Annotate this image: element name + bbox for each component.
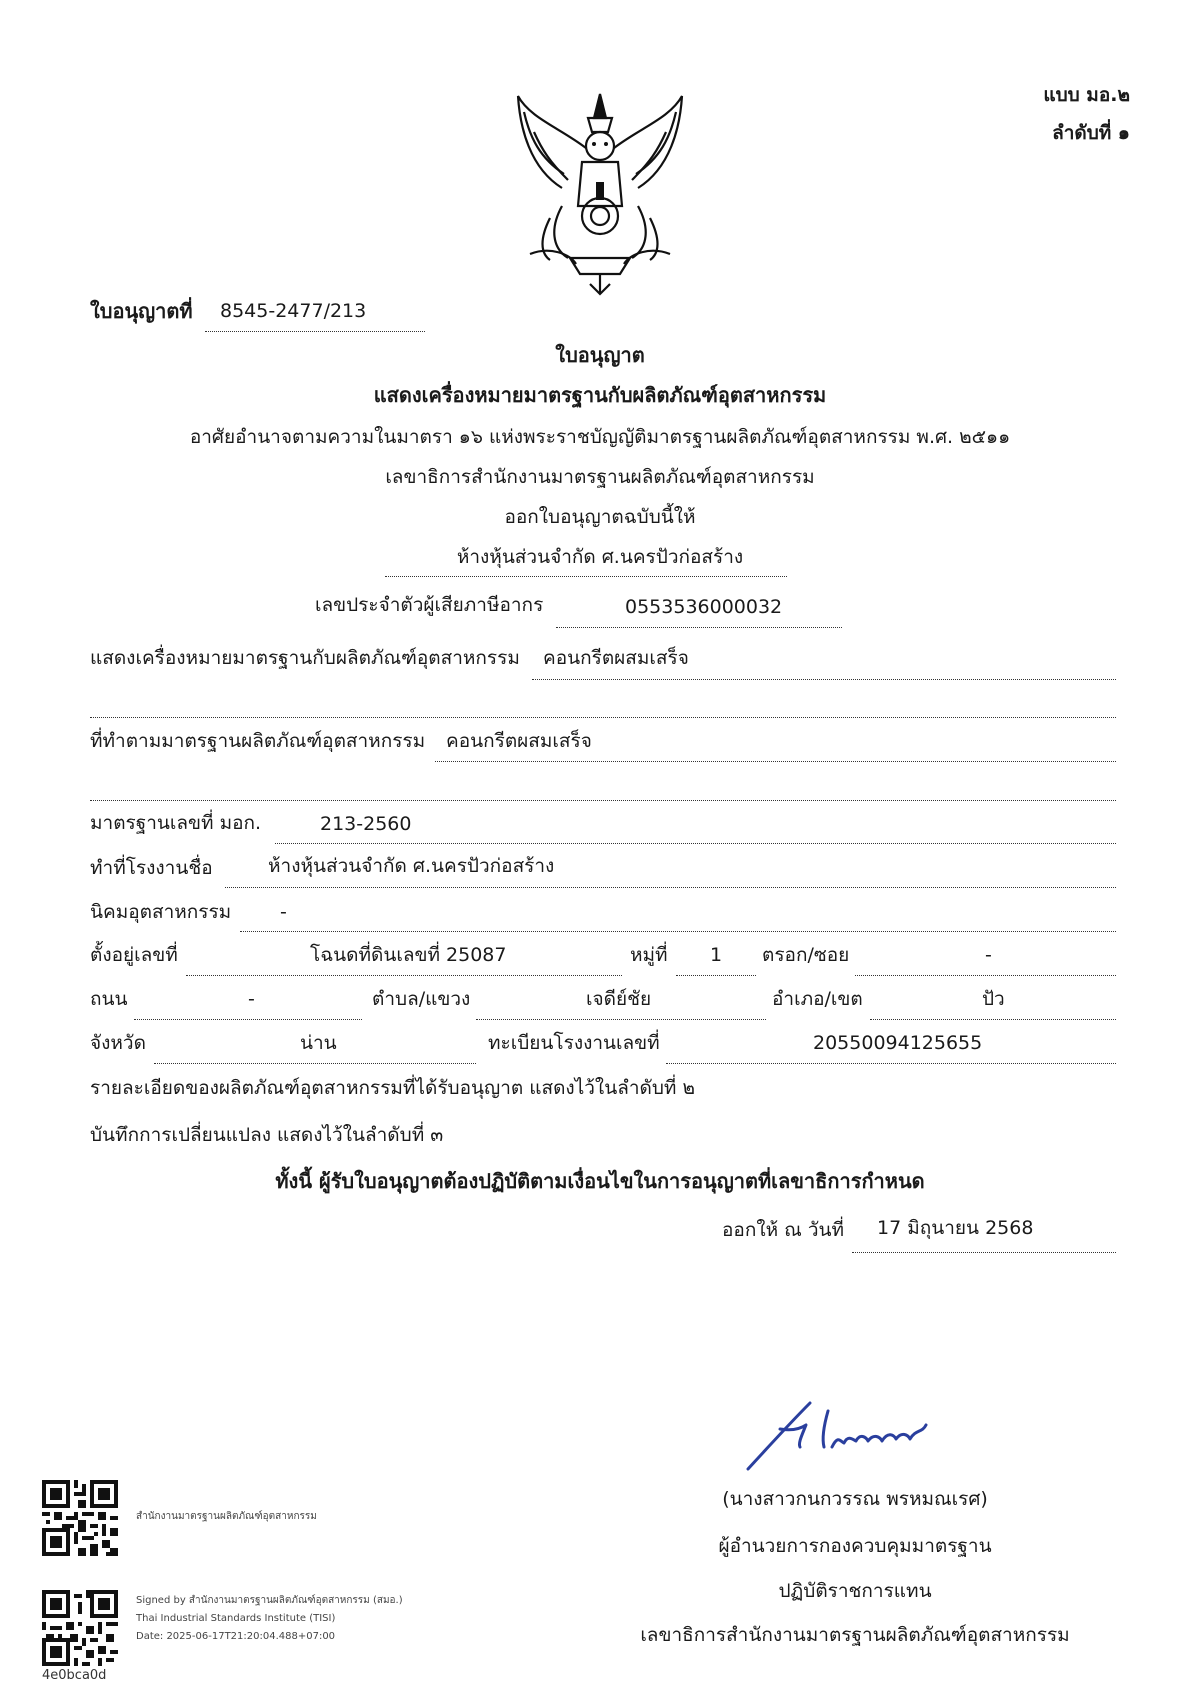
- subdistrict-line: [476, 1019, 766, 1020]
- industrial-estate-label: นิคมอุตสาหกรรม: [90, 901, 232, 923]
- qr-code-icon: [42, 1480, 118, 1556]
- mark-display-label: แสดงเครื่องหมายมาตรฐานกับผลิตภัณฑ์อุตสาหกรรม: [90, 647, 520, 669]
- province-line: [154, 1063, 476, 1064]
- road-line: [134, 1019, 362, 1020]
- moo-line: [676, 975, 756, 976]
- signature-qr-code-icon: [42, 1590, 118, 1666]
- factory-reg-line: [666, 1063, 1116, 1064]
- taxpayer-value: 0553536000032: [625, 596, 783, 618]
- mark-display-value: คอนกรีตผสมเสร็จ: [543, 647, 689, 669]
- moo-label: หมู่ที่: [630, 944, 668, 966]
- factory-reg-value: 20550094125655: [813, 1032, 983, 1054]
- license-no-label: ใบอนุญาตที่: [90, 299, 193, 323]
- district-label: อำเภอ/เขต: [772, 988, 863, 1010]
- issue-date-value: 17 มิถุนายน 2568: [877, 1217, 1034, 1239]
- address-no-line: [186, 975, 622, 976]
- moo-value: 1: [710, 944, 723, 966]
- garuda-emblem-icon: [510, 88, 690, 298]
- province-value: น่าน: [300, 1032, 337, 1054]
- signatory-acting: ปฏิบัติราชการแทน: [778, 1580, 932, 1602]
- mark-display-line: [532, 679, 1116, 680]
- signatory-name: (นางสาวกนกวรรณ พรหมณเรศ): [722, 1488, 988, 1510]
- signatory-position: ผู้อำนวยการกองควบคุมมาตรฐาน: [718, 1535, 992, 1557]
- form-sequence: ลำดับที่ ๑: [1052, 122, 1130, 144]
- district-value: ปัว: [982, 988, 1005, 1010]
- standard-made-label: ที่ทำตามมาตรฐานผลิตภัณฑ์อุตสาหกรรม: [90, 730, 426, 752]
- address-no-value: โฉนดที่ดินเลขที่ 25087: [310, 944, 507, 966]
- changes-note: บันทึกการเปลี่ยนแปลง แสดงไว้ในลำดับที่ ๓: [90, 1124, 444, 1146]
- signatory-on-behalf: เลขาธิการสำนักงานมาตรฐานผลิตภัณฑ์อุตสาหกรรม: [640, 1624, 1070, 1646]
- standard-no-label: มาตรฐานเลขที่ มอก.: [90, 812, 262, 834]
- address-no-label: ตั้งอยู่เลขที่: [90, 944, 178, 966]
- authority-line: อาศัยอำนาจตามความในมาตรา ๑๖ แห่งพระราชบัญญัติมาตรฐานผลิตภัณฑ์อุตสาหกรรม พ.ศ. ๒๕๑๑: [189, 426, 1011, 448]
- licensee-name: ห้างหุ้นส่วนจำกัด ศ.นครปัวก่อสร้าง: [456, 546, 744, 568]
- issue-to-line: ออกใบอนุญาตฉบับนี้ให้: [504, 506, 696, 528]
- license-no-value: 8545-2477/213: [220, 300, 367, 322]
- standard-no-line: [275, 843, 1116, 844]
- footer-code: 4e0bca0d: [42, 1668, 107, 1683]
- standard-made-value: คอนกรีตผสมเสร็จ: [446, 730, 592, 752]
- issue-date-line: [852, 1252, 1116, 1253]
- soi-value: -: [985, 944, 992, 966]
- form-code: แบบ มอ.๒: [1043, 84, 1130, 106]
- signature-image: [740, 1395, 960, 1475]
- standard-made-line: [435, 761, 1116, 762]
- taxpayer-label: เลขประจำตัวผู้เสียภาษีอากร: [315, 594, 544, 616]
- industrial-estate-line: [240, 931, 1116, 932]
- licensee-line: [385, 576, 787, 577]
- soi-line: [855, 975, 1116, 976]
- subdistrict-label: ตำบล/แขวง: [372, 988, 471, 1010]
- soi-label: ตรอก/ซอย: [762, 944, 850, 966]
- mark-display-line-2: [90, 717, 1116, 718]
- factory-reg-label: ทะเบียนโรงงานเลขที่: [488, 1032, 660, 1054]
- road-label: ถนน: [90, 988, 128, 1010]
- condition-note: ทั้งนี้ ผู้รับใบอนุญาตต้องปฏิบัติตามเงื่อนไขในการอนุญาตที่เลขาธิการกำหนด: [275, 1169, 925, 1193]
- district-line: [870, 1019, 1116, 1020]
- issue-date-label: ออกให้ ณ วันที่: [722, 1219, 845, 1241]
- factory-name-line: [225, 887, 1116, 888]
- province-label: จังหวัด: [90, 1032, 146, 1054]
- standard-made-line-2: [90, 800, 1116, 801]
- page-title: ใบอนุญาต: [555, 343, 645, 367]
- standard-no-value: 213-2560: [320, 813, 412, 835]
- detail-note: รายละเอียดของผลิตภัณฑ์อุตสาหกรรมที่ได้รับอนุญาต แสดงไว้ในลำดับที่ ๒: [90, 1077, 695, 1099]
- issuer-line: เลขาธิการสำนักงานมาตรฐานผลิตภัณฑ์อุตสาหกรรม: [385, 466, 815, 488]
- factory-name-value: ห้างหุ้นส่วนจำกัด ศ.นครปัวก่อสร้าง: [268, 855, 555, 877]
- page-subtitle: แสดงเครื่องหมายมาตรฐานกับผลิตภัณฑ์อุตสาหกรรม: [373, 383, 827, 407]
- license-no-line: [205, 331, 425, 332]
- footer-agency: สำนักงานมาตรฐานผลิตภัณฑ์อุตสาหกรรม: [136, 1511, 317, 1522]
- taxpayer-line: [556, 627, 842, 628]
- footer-signed-by: Signed by สำนักงานมาตรฐานผลิตภัณฑ์อุตสาหกรรม (สมอ.): [136, 1595, 403, 1606]
- footer-institute: Thai Industrial Standards Institute (TISI): [136, 1613, 336, 1624]
- factory-name-label: ทำที่โรงงานชื่อ: [90, 857, 213, 879]
- industrial-estate-value: -: [280, 901, 287, 923]
- subdistrict-value: เจดีย์ชัย: [586, 988, 652, 1010]
- road-value: -: [248, 988, 255, 1010]
- footer-date: Date: 2025-06-17T21:20:04.488+07:00: [136, 1631, 336, 1642]
